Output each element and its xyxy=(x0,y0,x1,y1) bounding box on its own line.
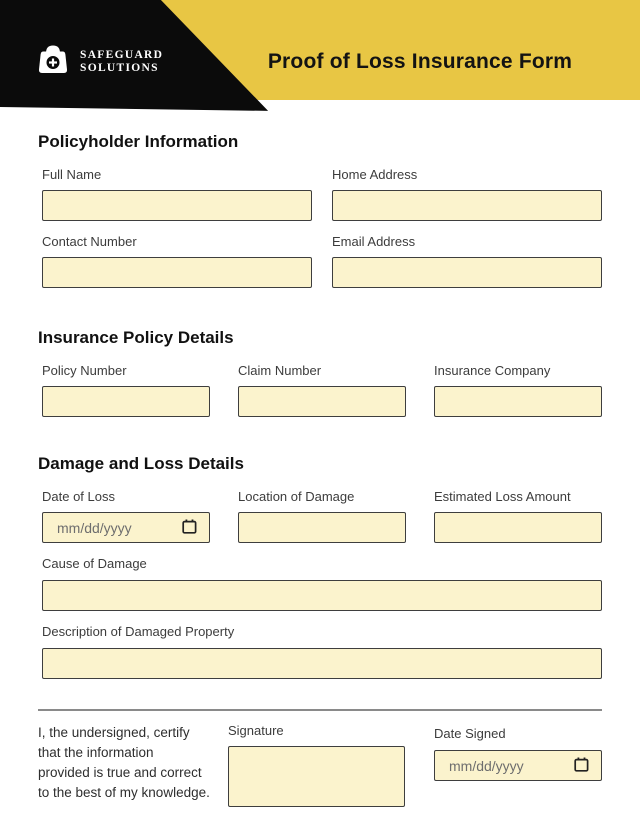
location-of-damage-input[interactable] xyxy=(238,512,406,543)
field-cause-of-damage xyxy=(42,556,602,611)
estimated-loss-amount-label: Estimated Loss Amount xyxy=(434,489,571,504)
first-aid-bag-icon xyxy=(36,42,70,81)
section-heading-policyholder: Policyholder Information xyxy=(38,132,239,151)
estimated-loss-amount-input[interactable] xyxy=(434,512,602,543)
signature-section xyxy=(38,723,602,807)
certification-line: provided is true and correct xyxy=(38,765,202,780)
location-of-damage-label: Location of Damage xyxy=(238,489,355,504)
date-placeholder: mm/dd/yyyy xyxy=(57,519,132,536)
date-signed-input[interactable] xyxy=(434,750,602,781)
certification-line: to the best of my knowledge. xyxy=(38,785,210,800)
footer-divider xyxy=(38,709,602,711)
company-name xyxy=(80,49,163,75)
email-address-label: Email Address xyxy=(332,234,416,249)
form-row xyxy=(42,234,602,288)
date-of-loss-input[interactable] xyxy=(42,512,210,543)
field-estimated-loss-amount xyxy=(434,489,602,543)
date-placeholder: mm/dd/yyyy xyxy=(449,757,524,774)
home-address-label: Home Address xyxy=(332,167,418,182)
certification-line: I, the undersigned, certify xyxy=(38,725,190,740)
field-date-signed xyxy=(434,723,602,807)
description-of-damaged-property-label: Description of Damaged Property xyxy=(42,624,235,639)
full-name-label: Full Name xyxy=(42,167,102,182)
form-row xyxy=(42,167,602,221)
certification-statement xyxy=(38,723,220,807)
field-claim-number xyxy=(238,363,406,417)
calendar-icon[interactable] xyxy=(182,519,197,537)
field-date-of-loss xyxy=(42,489,210,543)
field-insurance-company xyxy=(434,363,602,417)
claim-number-label: Claim Number xyxy=(238,363,322,378)
company-name-line2: SOLUTIONS xyxy=(80,61,159,74)
form-body xyxy=(38,132,602,807)
section-heading-damage: Damage and Loss Details xyxy=(38,454,244,473)
claim-number-input[interactable] xyxy=(238,386,406,417)
field-contact-number xyxy=(42,234,312,288)
company-name-line1: SAFEGUARD xyxy=(80,48,164,61)
cause-of-damage-label: Cause of Damage xyxy=(42,556,147,571)
full-name-input[interactable] xyxy=(42,190,312,221)
page-title: Proof of Loss Insurance Form xyxy=(267,50,573,73)
company-logo xyxy=(36,42,163,81)
insurance-company-label: Insurance Company xyxy=(434,363,551,378)
description-of-damaged-property-input[interactable] xyxy=(42,648,602,679)
contact-number-label: Contact Number xyxy=(42,234,137,249)
date-signed-label: Date Signed xyxy=(434,726,506,741)
calendar-icon[interactable] xyxy=(574,757,589,775)
field-description-of-damaged-property xyxy=(42,624,602,679)
section-damage-loss-details xyxy=(38,454,602,679)
field-email-address xyxy=(332,234,602,288)
policy-number-label: Policy Number xyxy=(42,363,127,378)
home-address-input[interactable] xyxy=(332,190,602,221)
form-row xyxy=(42,363,602,417)
form-row xyxy=(42,489,602,543)
insurance-company-input[interactable] xyxy=(434,386,602,417)
signature-label: Signature xyxy=(228,723,284,738)
email-address-input[interactable] xyxy=(332,257,602,288)
section-insurance-policy-details xyxy=(38,328,602,417)
field-home-address xyxy=(332,167,602,221)
field-signature xyxy=(228,723,405,807)
policy-number-input[interactable] xyxy=(42,386,210,417)
field-full-name xyxy=(42,167,312,221)
contact-number-input[interactable] xyxy=(42,257,312,288)
section-heading-policy: Insurance Policy Details xyxy=(38,328,234,347)
signature-input-area[interactable] xyxy=(228,746,405,807)
section-policyholder-information xyxy=(38,132,602,288)
date-of-loss-label: Date of Loss xyxy=(42,489,115,504)
field-location-of-damage xyxy=(238,489,406,543)
cause-of-damage-input[interactable] xyxy=(42,580,602,611)
certification-line: that the information xyxy=(38,745,154,760)
field-policy-number xyxy=(42,363,210,417)
